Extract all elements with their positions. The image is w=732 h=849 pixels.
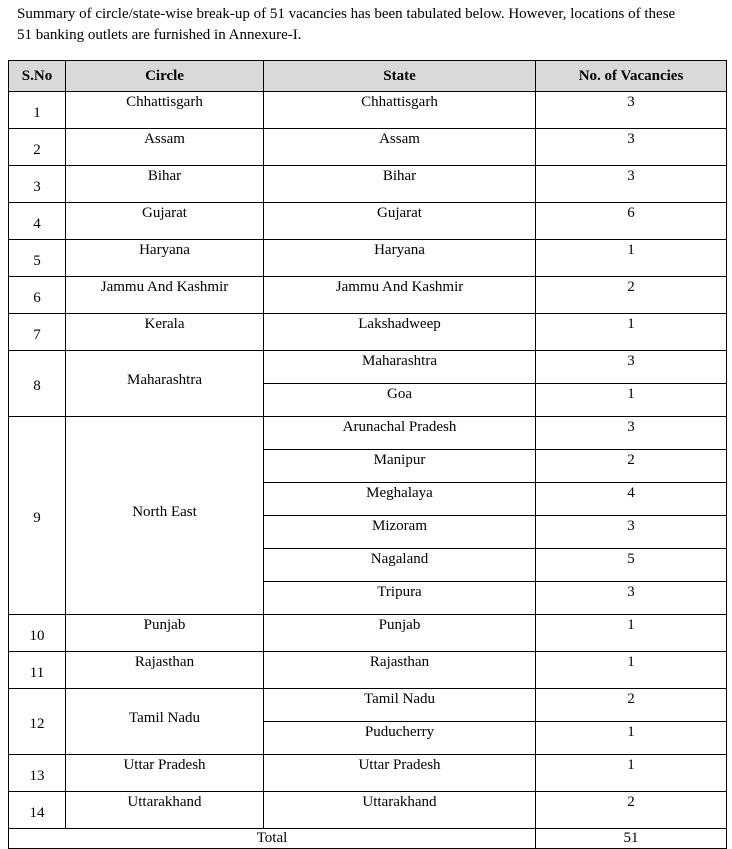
cell-vacancies: 5 <box>536 549 727 582</box>
cell-state: Chhattisgarh <box>264 92 536 129</box>
cell-circle: Assam <box>66 129 264 166</box>
header-row <box>9 61 727 92</box>
cell-circle: Punjab <box>66 615 264 652</box>
cell-vacancies: 6 <box>536 203 727 240</box>
cell-state: Goa <box>264 384 536 417</box>
cell-state: Mizoram <box>264 516 536 549</box>
cell-vacancies: 1 <box>536 755 727 792</box>
cell-sno: 12 <box>9 689 66 755</box>
table-row <box>9 652 727 689</box>
cell-vacancies: 3 <box>536 582 727 615</box>
total-label: Total <box>9 829 536 849</box>
table-row <box>9 417 727 450</box>
table-row <box>9 129 727 166</box>
cell-sno: 11 <box>9 652 66 689</box>
table-header <box>9 61 727 92</box>
cell-circle: North East <box>66 417 264 615</box>
cell-sno: 4 <box>9 203 66 240</box>
cell-sno: 14 <box>9 792 66 829</box>
cell-sno: 13 <box>9 755 66 792</box>
cell-vacancies: 3 <box>536 129 727 166</box>
cell-state: Uttar Pradesh <box>264 755 536 792</box>
cell-vacancies: 1 <box>536 384 727 417</box>
table-row <box>9 755 727 792</box>
cell-sno: 3 <box>9 166 66 203</box>
intro-line-2: 51 banking outlets are furnished in Annexure-I. <box>17 27 302 43</box>
cell-sno: 6 <box>9 277 66 314</box>
cell-sno: 2 <box>9 129 66 166</box>
cell-circle: Kerala <box>66 314 264 351</box>
cell-vacancies: 2 <box>536 277 727 314</box>
cell-state: Maharashtra <box>264 351 536 384</box>
cell-vacancies: 1 <box>536 652 727 689</box>
cell-state: Tamil Nadu <box>264 689 536 722</box>
cell-state: Rajasthan <box>264 652 536 689</box>
cell-state: Puducherry <box>264 722 536 755</box>
cell-state: Haryana <box>264 240 536 277</box>
table-body <box>9 92 727 829</box>
cell-sno: 5 <box>9 240 66 277</box>
table-row <box>9 615 727 652</box>
cell-vacancies: 3 <box>536 417 727 450</box>
cell-state: Meghalaya <box>264 483 536 516</box>
table-row <box>9 240 727 277</box>
cell-state: Tripura <box>264 582 536 615</box>
cell-circle: Haryana <box>66 240 264 277</box>
table-row <box>9 166 727 203</box>
cell-state: Uttarakhand <box>264 792 536 829</box>
total-row <box>9 829 727 849</box>
cell-sno: 8 <box>9 351 66 417</box>
table-row <box>9 277 727 314</box>
cell-state: Lakshadweep <box>264 314 536 351</box>
cell-vacancies: 2 <box>536 689 727 722</box>
header-sno: S.No <box>9 61 66 92</box>
cell-circle: Chhattisgarh <box>66 92 264 129</box>
header-circle: Circle <box>66 61 264 92</box>
header-vacancies: No. of Vacancies <box>536 61 727 92</box>
cell-sno: 7 <box>9 314 66 351</box>
cell-vacancies: 1 <box>536 314 727 351</box>
cell-sno: 10 <box>9 615 66 652</box>
cell-state: Punjab <box>264 615 536 652</box>
cell-state: Nagaland <box>264 549 536 582</box>
cell-circle: Uttarakhand <box>66 792 264 829</box>
cell-state: Manipur <box>264 450 536 483</box>
cell-vacancies: 2 <box>536 792 727 829</box>
table-row <box>9 92 727 129</box>
cell-circle: Bihar <box>66 166 264 203</box>
table-footer <box>9 829 727 849</box>
table-row <box>9 689 727 722</box>
table-row <box>9 203 727 240</box>
cell-circle: Tamil Nadu <box>66 689 264 755</box>
table-row <box>9 351 727 384</box>
header-state: State <box>264 61 536 92</box>
table-row <box>9 792 727 829</box>
cell-vacancies: 3 <box>536 351 727 384</box>
cell-sno: 9 <box>9 417 66 615</box>
cell-sno: 1 <box>9 92 66 129</box>
intro-line-1: Summary of circle/state-wise break-up of 51 vacancies has been tabulated below. However, locations of these <box>17 6 676 22</box>
cell-vacancies: 3 <box>536 516 727 549</box>
cell-vacancies: 3 <box>536 166 727 203</box>
cell-vacancies: 3 <box>536 92 727 129</box>
table-row <box>9 314 727 351</box>
cell-vacancies: 2 <box>536 450 727 483</box>
intro-paragraph <box>17 4 729 46</box>
cell-circle: Jammu And Kashmir <box>66 277 264 314</box>
vacancy-table <box>8 60 727 849</box>
cell-circle: Maharashtra <box>66 351 264 417</box>
cell-vacancies: 4 <box>536 483 727 516</box>
cell-state: Gujarat <box>264 203 536 240</box>
cell-state: Jammu And Kashmir <box>264 277 536 314</box>
cell-vacancies: 1 <box>536 615 727 652</box>
cell-state: Bihar <box>264 166 536 203</box>
cell-circle: Rajasthan <box>66 652 264 689</box>
cell-vacancies: 1 <box>536 722 727 755</box>
cell-circle: Gujarat <box>66 203 264 240</box>
total-value: 51 <box>536 829 727 849</box>
cell-state: Arunachal Pradesh <box>264 417 536 450</box>
cell-circle: Uttar Pradesh <box>66 755 264 792</box>
cell-vacancies: 1 <box>536 240 727 277</box>
cell-state: Assam <box>264 129 536 166</box>
